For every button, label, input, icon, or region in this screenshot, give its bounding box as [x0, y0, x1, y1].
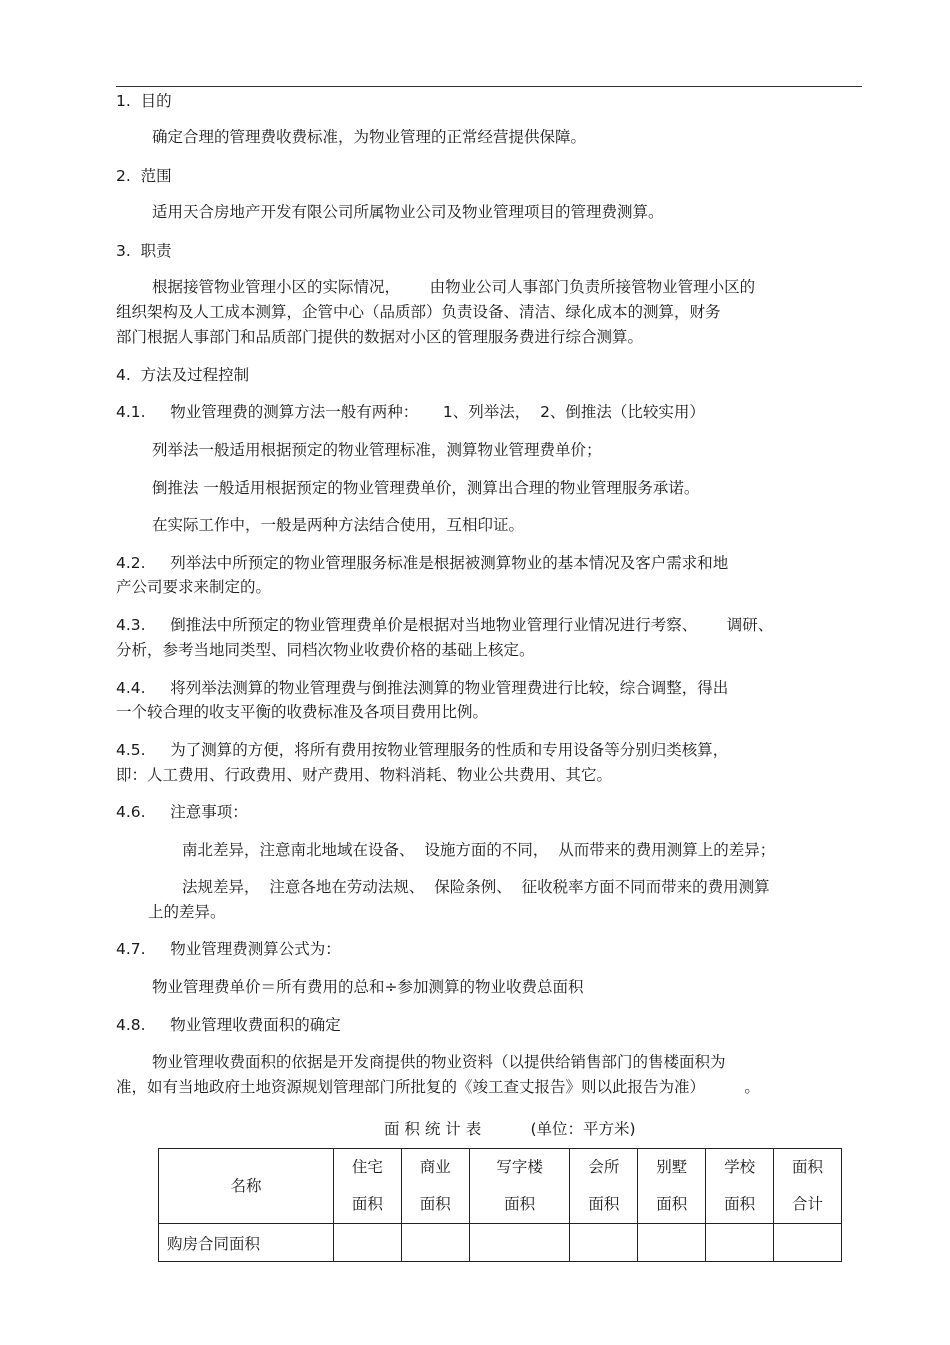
paragraph: 南北差异，注意南北地域在设备、 设施方面的不同， 从而带来的费用测算上的差异；: [182, 841, 776, 859]
clause-4-3: 4.3. 倒推法中所预定的物业管理费单价是根据对当地物业管理行业情况进行考察、 调研、: [116, 616, 774, 634]
column-header: [638, 1149, 706, 1224]
paragraph: 在实际工作中，一般是两种方法结合使用，互相印证。: [152, 516, 525, 534]
clause-4-2: 4.2. 列举法中所预定的物业管理服务标准是根据被测算物业的基本情况及客户需求和地: [116, 554, 729, 572]
column-header-line: 面积: [792, 1158, 824, 1176]
paragraph: 根据接管物业管理小区的实际情况， 由物业公司人事部门负责所接管物业管理小区的: [152, 278, 756, 296]
column-header-line: 面积: [504, 1195, 536, 1213]
clause-4-1: 4.1. 物业管理费的测算方法一般有两种： 1、列举法， 2、倒推法（比较实用）: [116, 403, 705, 421]
column-header-line: 面积: [724, 1195, 756, 1213]
section-heading-method: 4. 方法及过程控制: [116, 366, 250, 384]
paragraph: 上的差异。: [148, 903, 226, 921]
column-header: [469, 1149, 570, 1224]
table-cell: [401, 1224, 469, 1262]
column-header: [401, 1149, 469, 1224]
row-label: 购房合同面积: [159, 1224, 334, 1262]
section-heading-purpose: 1. 目的: [116, 92, 172, 110]
column-header-line: 面积: [351, 1195, 383, 1213]
clause-4-5: 4.5. 为了测算的方便，将所有费用按物业管理服务的性质和专用设备等分别归类核算，: [116, 741, 729, 759]
section-heading-duties: 3. 职责: [116, 242, 172, 260]
section-heading-scope: 2. 范围: [116, 167, 172, 185]
paragraph: 部门根据人事部门和品质部门提供的数据对小区的管理服务费进行综合测算。: [116, 328, 644, 346]
area-statistics-table: [158, 1148, 842, 1262]
paragraph: 确定合理的管理费收费标准，为物业管理的正常经营提供保障。: [152, 128, 587, 146]
formula: 物业管理费单价＝所有费用的总和÷参加测算的物业收费总面积: [152, 978, 584, 996]
column-header-line: 合计: [792, 1195, 824, 1213]
paragraph: 组织架构及人工成本测算，企管中心（品质部）负责设备、清洁、绿化成本的测算，财务: [116, 303, 721, 321]
paragraph: 即：人工费用、行政费用、财产费用、物料消耗、物业公共费用、其它。: [116, 766, 613, 784]
paragraph: 适用天合房地产开发有限公司所属物业公司及物业管理项目的管理费测算。: [152, 203, 664, 221]
column-header-line: 面积: [588, 1195, 620, 1213]
clause-4-8: 4.8. 物业管理收费面积的确定: [116, 1016, 341, 1034]
column-header: [774, 1149, 842, 1224]
paragraph: 准，如有当地政府土地资源规划管理部门所批复的《竣工查丈报告》则以此报告为准） 。: [116, 1078, 760, 1096]
paragraph: 产公司要求来制定的。: [116, 578, 272, 596]
paragraph: 倒推法 一般适用根据预定的物业管理费单价，测算出合理的物业管理服务承诺。: [152, 479, 700, 497]
column-header: [334, 1149, 402, 1224]
table-header-row: [159, 1149, 842, 1224]
paragraph: 一个较合理的收支平衡的收费标准及各项目费用比例。: [116, 703, 489, 721]
table-cell: [570, 1224, 638, 1262]
paragraph: 列举法一般适用根据预定的物业管理标准，测算物业管理费单价；: [152, 441, 602, 459]
column-header-line: 会所: [588, 1158, 620, 1176]
column-header: [570, 1149, 638, 1224]
table-cell: [334, 1224, 402, 1262]
table-cell: [774, 1224, 842, 1262]
column-header-line: 学校: [724, 1158, 756, 1176]
column-header-line: 别墅: [656, 1158, 688, 1176]
column-header-line: 面积: [656, 1195, 688, 1213]
column-header-line: 面积: [419, 1195, 451, 1213]
table-row: [159, 1224, 842, 1262]
table-cell: [706, 1224, 774, 1262]
paragraph: 分析，参考当地同类型、同档次物业收费价格的基础上核定。: [116, 641, 535, 659]
paragraph: 物业管理收费面积的依据是开发商提供的物业资料（以提供给销售部门的售楼面积为: [152, 1053, 726, 1071]
table-title: 面 积 统 计 表 (单位：平方米): [384, 1120, 636, 1138]
clause-4-4: 4.4. 将列举法测算的物业管理费与倒推法测算的物业管理费进行比较，综合调整，得出: [116, 679, 729, 697]
name-header-cell: 名称: [159, 1149, 334, 1224]
header-rule: [116, 86, 862, 87]
table-cell: [638, 1224, 706, 1262]
clause-4-6: 4.6. 注意事项：: [116, 803, 248, 821]
column-header-line: 写字楼: [496, 1158, 543, 1176]
column-header: [706, 1149, 774, 1224]
column-header-line: 住宅: [351, 1158, 383, 1176]
clause-4-7: 4.7. 物业管理费测算公式为：: [116, 940, 341, 958]
column-header-line: 商业: [419, 1158, 451, 1176]
table-cell: [469, 1224, 570, 1262]
paragraph: 法规差异， 注意各地在劳动法规、 保险条例、 征收税率方面不同而带来的费用测算: [182, 878, 770, 896]
